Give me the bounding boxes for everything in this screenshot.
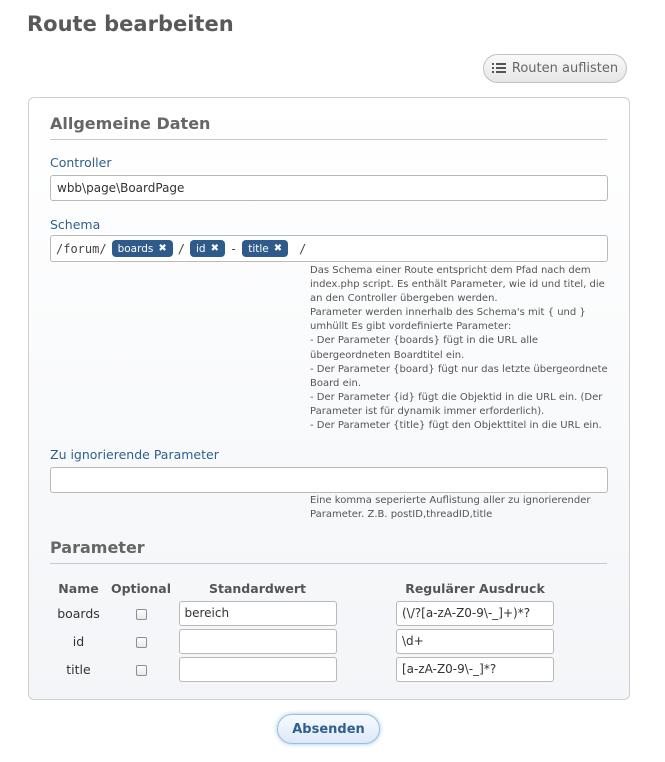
table-header-row xyxy=(50,577,610,599)
help-line: - Der Parameter {id} fügt die Objektid in die URL ein. (Der Parameter ist für dynamik immer erforderlich). xyxy=(310,391,603,417)
table-row xyxy=(50,599,610,627)
remove-tag-icon[interactable]: ✖ xyxy=(210,243,219,254)
section-divider xyxy=(50,139,607,140)
submit-button[interactable]: Absenden xyxy=(277,714,380,744)
schema-separator: - xyxy=(229,241,238,256)
route-form-panel xyxy=(28,97,630,700)
help-line: Das Schema einer Route entspricht dem Pfad nach dem index.php script. Es enthält Parameter, wie id und titel, die an den Controller übergeben werden. xyxy=(310,265,605,305)
controller-input[interactable] xyxy=(50,175,608,201)
help-line: - Der Parameter {board} fügt nur das letzte übergeordnete Board ein. xyxy=(310,363,608,389)
help-line: - Der Parameter {title} fügt den Objekttitel in die URL ein. xyxy=(310,420,602,432)
table-row xyxy=(50,627,610,655)
schema-tag-boards xyxy=(112,240,173,257)
help-line: Parameter werden innerhalb des Schema's mit { und } umhüllt Es gibt vordefinierte Parameter: xyxy=(310,307,586,333)
table-row xyxy=(50,655,610,683)
schema-input[interactable] xyxy=(50,235,608,262)
param-name: title xyxy=(66,661,91,677)
schema-help-text xyxy=(310,264,610,433)
section-divider xyxy=(50,563,607,564)
ignore-params-label: Zu ignorierende Parameter xyxy=(50,447,219,462)
tag-label: id xyxy=(196,242,206,255)
regex-input[interactable] xyxy=(396,629,554,654)
param-name: id xyxy=(72,633,85,649)
help-line: - Der Parameter {boards} fügt in die URL alle übergeordneten Boardtitel ein. xyxy=(310,335,539,361)
list-routes-button[interactable] xyxy=(483,54,627,83)
parameter-table xyxy=(50,577,610,683)
schema-prefix: /forum/ xyxy=(56,241,107,256)
ignore-params-help-text: Eine komma seperierte Auflistung aller zu ignorierender Parameter. Z.B. postID,threadID,title xyxy=(310,495,591,521)
default-value-input[interactable] xyxy=(179,601,337,626)
controller-label: Controller xyxy=(50,155,112,170)
col-header-regex: Regulärer Ausdruck xyxy=(405,580,545,596)
optional-checkbox[interactable] xyxy=(136,665,147,676)
col-header-optional: Optional xyxy=(110,580,172,596)
col-header-default: Standardwert xyxy=(209,580,306,596)
regex-input[interactable] xyxy=(396,657,554,682)
ignore-params-input[interactable] xyxy=(50,467,608,493)
schema-tag-title xyxy=(242,240,288,257)
parameter-section-title: Parameter xyxy=(50,538,145,557)
list-icon xyxy=(492,63,506,74)
schema-separator: / xyxy=(177,241,185,256)
tag-label: title xyxy=(248,242,269,255)
page-title: Route bearbeiten xyxy=(27,12,234,36)
default-value-input[interactable] xyxy=(179,629,337,654)
optional-checkbox[interactable] xyxy=(136,637,147,648)
remove-tag-icon[interactable]: ✖ xyxy=(158,243,167,254)
optional-checkbox[interactable] xyxy=(136,609,147,620)
param-name: boards xyxy=(57,605,100,621)
default-value-input[interactable] xyxy=(179,657,337,682)
schema-label: Schema xyxy=(50,217,101,232)
tag-label: boards xyxy=(117,242,154,255)
remove-tag-icon[interactable]: ✖ xyxy=(273,243,283,254)
schema-suffix: / xyxy=(299,241,307,256)
col-header-name: Name xyxy=(58,580,99,596)
general-section-title: Allgemeine Daten xyxy=(50,114,211,133)
regex-input[interactable] xyxy=(396,601,554,626)
list-routes-label: Routen auflisten xyxy=(511,61,619,76)
schema-tag-id xyxy=(190,240,225,257)
